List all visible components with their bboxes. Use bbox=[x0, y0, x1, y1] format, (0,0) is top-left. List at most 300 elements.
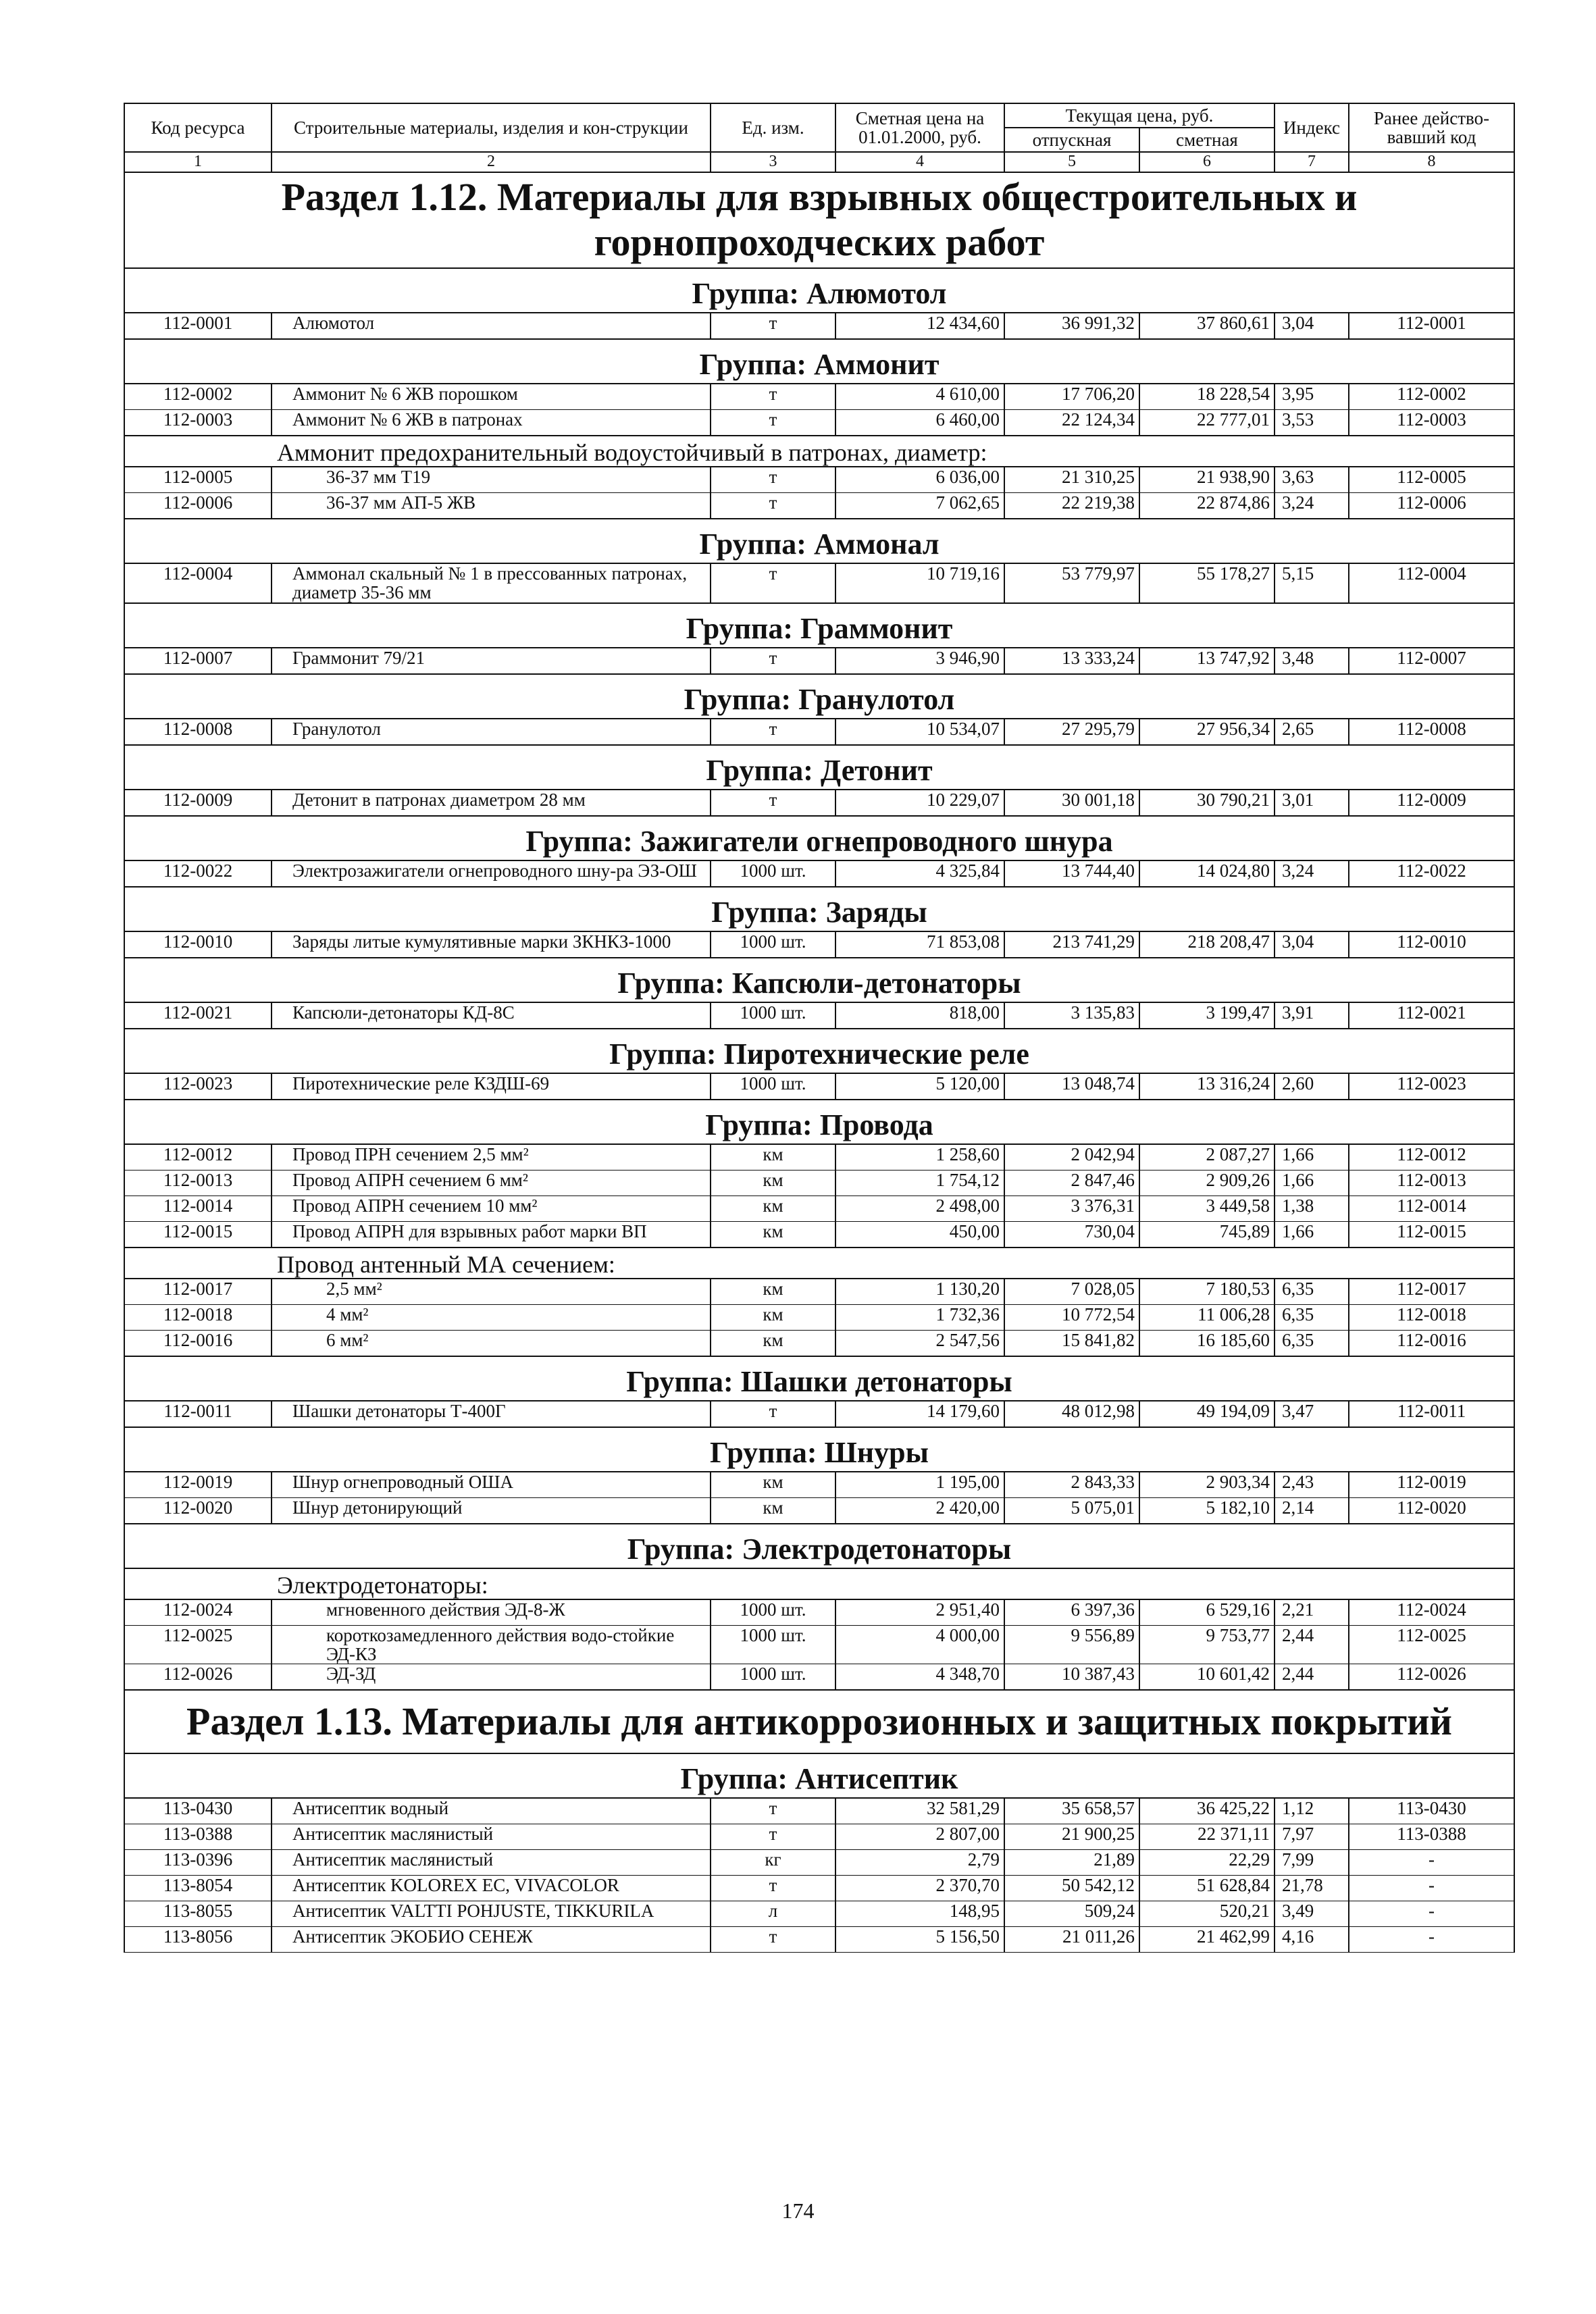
unit: 1000 шт. bbox=[711, 931, 835, 958]
section-row bbox=[124, 1690, 1514, 1753]
table-row bbox=[124, 719, 1514, 745]
estimate-price: 30 790,21 bbox=[1139, 790, 1275, 816]
material-name: Пиротехнические реле КЗДШ-69 bbox=[272, 1073, 711, 1100]
material-name: Антисептик водный bbox=[272, 1798, 711, 1824]
release-price: 50 542,12 bbox=[1004, 1876, 1139, 1901]
price-2000: 1 195,00 bbox=[835, 1472, 1004, 1498]
unit: км bbox=[711, 1330, 835, 1356]
price-2000: 4 000,00 bbox=[835, 1625, 1004, 1664]
table-header bbox=[124, 103, 1514, 172]
release-price: 53 779,97 bbox=[1004, 563, 1139, 603]
resource-code: 112-0026 bbox=[124, 1664, 272, 1691]
price-2000: 1 130,20 bbox=[835, 1279, 1004, 1305]
unit: 1000 шт. bbox=[711, 860, 835, 887]
column-number: 6 bbox=[1139, 152, 1275, 172]
price-index: 3,47 bbox=[1275, 1401, 1349, 1427]
group-row bbox=[124, 603, 1514, 648]
resource-code: 112-0014 bbox=[124, 1195, 272, 1221]
unit: т bbox=[711, 563, 835, 603]
price-index: 7,99 bbox=[1275, 1850, 1349, 1876]
column-number: 7 bbox=[1275, 152, 1349, 172]
price-index: 2,43 bbox=[1275, 1472, 1349, 1498]
unit: т bbox=[711, 384, 835, 410]
table-row bbox=[124, 1144, 1514, 1171]
previous-code: 112-0009 bbox=[1349, 790, 1514, 816]
group-row bbox=[124, 1524, 1514, 1568]
group-title: Группа: Алюмотол bbox=[124, 268, 1514, 313]
group-row bbox=[124, 1356, 1514, 1401]
release-price: 7 028,05 bbox=[1004, 1279, 1139, 1305]
resource-code: 112-0021 bbox=[124, 1002, 272, 1029]
resource-code: 112-0010 bbox=[124, 931, 272, 958]
price-2000: 148,95 bbox=[835, 1901, 1004, 1927]
previous-code: 112-0015 bbox=[1349, 1221, 1514, 1248]
price-index: 6,35 bbox=[1275, 1279, 1349, 1305]
material-name: мгновенного действия ЭД-8-Ж bbox=[272, 1599, 711, 1626]
price-2000: 5 156,50 bbox=[835, 1927, 1004, 1953]
table-row bbox=[124, 493, 1514, 519]
material-name: Капсюли-детонаторы КД-8С bbox=[272, 1002, 711, 1029]
unit: 1000 шт. bbox=[711, 1073, 835, 1100]
previous-code: 112-0002 bbox=[1349, 384, 1514, 410]
release-price: 3 135,83 bbox=[1004, 1002, 1139, 1029]
price-2000: 32 581,29 bbox=[835, 1798, 1004, 1824]
subheading-text: Провод антенный МА сечением: bbox=[124, 1248, 1514, 1279]
table-row bbox=[124, 1330, 1514, 1356]
previous-code: 112-0007 bbox=[1349, 648, 1514, 674]
previous-code: 112-0024 bbox=[1349, 1599, 1514, 1626]
material-name: Антисептик KOLOREX EC, VIVACOLOR bbox=[272, 1876, 711, 1901]
price-index: 6,35 bbox=[1275, 1330, 1349, 1356]
header-current-price: Текущая цена, руб. bbox=[1004, 103, 1275, 128]
unit: т bbox=[711, 493, 835, 519]
estimate-price: 2 087,27 bbox=[1139, 1144, 1275, 1171]
material-name: 6 мм² bbox=[272, 1330, 711, 1356]
group-row bbox=[124, 339, 1514, 384]
material-name: 36-37 мм АП-5 ЖВ bbox=[272, 493, 711, 519]
release-price: 3 376,31 bbox=[1004, 1195, 1139, 1221]
release-price: 2 843,33 bbox=[1004, 1472, 1139, 1498]
resource-code: 113-8056 bbox=[124, 1927, 272, 1953]
estimate-price: 14 024,80 bbox=[1139, 860, 1275, 887]
release-price: 17 706,20 bbox=[1004, 384, 1139, 410]
price-index: 4,16 bbox=[1275, 1927, 1349, 1953]
table-row bbox=[124, 1401, 1514, 1427]
price-index: 3,04 bbox=[1275, 313, 1349, 339]
price-index: 2,44 bbox=[1275, 1664, 1349, 1691]
material-name: Детонит в патронах диаметром 28 мм bbox=[272, 790, 711, 816]
group-row bbox=[124, 745, 1514, 790]
price-index: 1,66 bbox=[1275, 1170, 1349, 1195]
table-row bbox=[124, 1625, 1514, 1664]
header-code: Код ресурса bbox=[124, 103, 272, 152]
price-index: 1,66 bbox=[1275, 1144, 1349, 1171]
group-row bbox=[124, 519, 1514, 563]
price-index: 3,53 bbox=[1275, 410, 1349, 436]
estimate-price: 11 006,28 bbox=[1139, 1304, 1275, 1330]
price-2000: 14 179,60 bbox=[835, 1401, 1004, 1427]
table-row bbox=[124, 1170, 1514, 1195]
previous-code: 112-0026 bbox=[1349, 1664, 1514, 1691]
unit: т bbox=[711, 410, 835, 436]
column-number: 3 bbox=[711, 152, 835, 172]
unit: 1000 шт. bbox=[711, 1625, 835, 1664]
estimate-price: 745,89 bbox=[1139, 1221, 1275, 1248]
unit: т bbox=[711, 467, 835, 493]
table-body bbox=[124, 172, 1514, 1953]
price-2000: 10 229,07 bbox=[835, 790, 1004, 816]
section-title: Раздел 1.13. Материалы для антикоррозионных и защитных покрытий bbox=[124, 1690, 1514, 1753]
release-price: 13 744,40 bbox=[1004, 860, 1139, 887]
release-price: 10 772,54 bbox=[1004, 1304, 1139, 1330]
price-index: 2,21 bbox=[1275, 1599, 1349, 1626]
group-title: Группа: Детонит bbox=[124, 745, 1514, 790]
group-title: Группа: Шашки детонаторы bbox=[124, 1356, 1514, 1401]
price-index: 5,15 bbox=[1275, 563, 1349, 603]
estimate-price: 520,21 bbox=[1139, 1901, 1275, 1927]
unit: т bbox=[711, 1824, 835, 1850]
resource-code: 113-0396 bbox=[124, 1850, 272, 1876]
resource-code: 112-0017 bbox=[124, 1279, 272, 1305]
price-2000: 450,00 bbox=[835, 1221, 1004, 1248]
resource-code: 112-0008 bbox=[124, 719, 272, 745]
estimate-price: 22 777,01 bbox=[1139, 410, 1275, 436]
estimate-price: 9 753,77 bbox=[1139, 1625, 1275, 1664]
estimate-price: 36 425,22 bbox=[1139, 1798, 1275, 1824]
price-2000: 4 348,70 bbox=[835, 1664, 1004, 1691]
previous-code: 112-0017 bbox=[1349, 1279, 1514, 1305]
estimate-price: 2 903,34 bbox=[1139, 1472, 1275, 1498]
table-row bbox=[124, 860, 1514, 887]
table-row bbox=[124, 1599, 1514, 1626]
price-index: 2,14 bbox=[1275, 1497, 1349, 1524]
previous-code: 112-0019 bbox=[1349, 1472, 1514, 1498]
price-index: 3,04 bbox=[1275, 931, 1349, 958]
group-title: Группа: Заряды bbox=[124, 887, 1514, 931]
previous-code: 112-0023 bbox=[1349, 1073, 1514, 1100]
unit: т bbox=[711, 719, 835, 745]
resource-code: 112-0022 bbox=[124, 860, 272, 887]
unit: км bbox=[711, 1170, 835, 1195]
price-index: 3,01 bbox=[1275, 790, 1349, 816]
unit: км bbox=[711, 1144, 835, 1171]
price-table-sheet bbox=[124, 103, 1514, 1953]
previous-code: - bbox=[1349, 1901, 1514, 1927]
material-name: Шнур огнепроводный ОША bbox=[272, 1472, 711, 1498]
price-2000: 1 258,60 bbox=[835, 1144, 1004, 1171]
release-price: 2 042,94 bbox=[1004, 1144, 1139, 1171]
previous-code: - bbox=[1349, 1876, 1514, 1901]
table-row bbox=[124, 467, 1514, 493]
previous-code: 112-0020 bbox=[1349, 1497, 1514, 1524]
estimate-price: 10 601,42 bbox=[1139, 1664, 1275, 1691]
table-row bbox=[124, 1798, 1514, 1824]
estimate-price: 3 449,58 bbox=[1139, 1195, 1275, 1221]
group-title: Группа: Шнуры bbox=[124, 1427, 1514, 1472]
resource-code: 112-0003 bbox=[124, 410, 272, 436]
previous-code: 112-0001 bbox=[1349, 313, 1514, 339]
price-2000: 4 325,84 bbox=[835, 860, 1004, 887]
previous-code: 112-0022 bbox=[1349, 860, 1514, 887]
material-name: Провод ПРН сечением 2,5 мм² bbox=[272, 1144, 711, 1171]
material-name: Гранулотол bbox=[272, 719, 711, 745]
table-row bbox=[124, 313, 1514, 339]
header-previous-code: Ранее действо-вавший код bbox=[1349, 103, 1514, 152]
resource-code: 112-0013 bbox=[124, 1170, 272, 1195]
header-index: Индекс bbox=[1275, 103, 1349, 152]
previous-code: 112-0012 bbox=[1349, 1144, 1514, 1171]
resource-code: 112-0009 bbox=[124, 790, 272, 816]
table-row bbox=[124, 1472, 1514, 1498]
price-2000: 5 120,00 bbox=[835, 1073, 1004, 1100]
table-row bbox=[124, 790, 1514, 816]
release-price: 36 991,32 bbox=[1004, 313, 1139, 339]
previous-code: - bbox=[1349, 1927, 1514, 1953]
subheading-row bbox=[124, 1248, 1514, 1279]
price-2000: 71 853,08 bbox=[835, 931, 1004, 958]
estimate-price: 2 909,26 bbox=[1139, 1170, 1275, 1195]
price-index: 2,60 bbox=[1275, 1073, 1349, 1100]
previous-code: 112-0025 bbox=[1349, 1625, 1514, 1664]
price-index: 3,48 bbox=[1275, 648, 1349, 674]
material-name: Алюмотол bbox=[272, 313, 711, 339]
estimate-price: 21 462,99 bbox=[1139, 1927, 1275, 1953]
release-price: 13 048,74 bbox=[1004, 1073, 1139, 1100]
material-name: Антисептик VALTTI POHJUSTE, TIKKURILA bbox=[272, 1901, 711, 1927]
price-2000: 2 951,40 bbox=[835, 1599, 1004, 1626]
table-row bbox=[124, 931, 1514, 958]
material-name: Антисептик маслянистый bbox=[272, 1850, 711, 1876]
column-number: 8 bbox=[1349, 152, 1514, 172]
group-title: Группа: Антисептик bbox=[124, 1753, 1514, 1798]
price-2000: 6 036,00 bbox=[835, 467, 1004, 493]
price-index: 21,78 bbox=[1275, 1876, 1349, 1901]
table-row bbox=[124, 1850, 1514, 1876]
material-name: Аммонал скальный № 1 в прессованных патронах, диаметр 35-36 мм bbox=[272, 563, 711, 603]
unit: т bbox=[711, 313, 835, 339]
unit: 1000 шт. bbox=[711, 1002, 835, 1029]
resource-code: 112-0019 bbox=[124, 1472, 272, 1498]
price-2000: 10 534,07 bbox=[835, 719, 1004, 745]
estimate-price: 13 747,92 bbox=[1139, 648, 1275, 674]
price-index: 2,44 bbox=[1275, 1625, 1349, 1664]
unit: л bbox=[711, 1901, 835, 1927]
previous-code: 112-0004 bbox=[1349, 563, 1514, 603]
resource-code: 112-0018 bbox=[124, 1304, 272, 1330]
estimate-price: 21 938,90 bbox=[1139, 467, 1275, 493]
group-title: Группа: Капсюли-детонаторы bbox=[124, 958, 1514, 1002]
previous-code: 112-0021 bbox=[1349, 1002, 1514, 1029]
unit: т bbox=[711, 790, 835, 816]
column-number-row bbox=[124, 152, 1514, 172]
price-index: 1,38 bbox=[1275, 1195, 1349, 1221]
table-row bbox=[124, 1002, 1514, 1029]
estimate-price: 22 371,11 bbox=[1139, 1824, 1275, 1850]
group-row bbox=[124, 268, 1514, 313]
table-row bbox=[124, 1279, 1514, 1305]
price-index: 3,91 bbox=[1275, 1002, 1349, 1029]
material-name: Провод АПРН сечением 6 мм² bbox=[272, 1170, 711, 1195]
price-2000: 7 062,65 bbox=[835, 493, 1004, 519]
material-name: Заряды литые кумулятивные марки ЗКНКЗ-1000 bbox=[272, 931, 711, 958]
header-name: Строительные материалы, изделия и кон-струкции bbox=[272, 103, 711, 152]
estimate-price: 6 529,16 bbox=[1139, 1599, 1275, 1626]
resource-code: 113-8054 bbox=[124, 1876, 272, 1901]
estimate-price: 51 628,84 bbox=[1139, 1876, 1275, 1901]
price-2000: 10 719,16 bbox=[835, 563, 1004, 603]
price-index: 1,66 bbox=[1275, 1221, 1349, 1248]
price-table bbox=[124, 103, 1515, 1953]
estimate-price: 18 228,54 bbox=[1139, 384, 1275, 410]
previous-code: 112-0005 bbox=[1349, 467, 1514, 493]
price-index: 3,63 bbox=[1275, 467, 1349, 493]
estimate-price: 27 956,34 bbox=[1139, 719, 1275, 745]
release-price: 48 012,98 bbox=[1004, 1401, 1139, 1427]
previous-code: 113-0388 bbox=[1349, 1824, 1514, 1850]
price-index: 2,65 bbox=[1275, 719, 1349, 745]
material-name: Шашки детонаторы Т-400Г bbox=[272, 1401, 711, 1427]
price-2000: 1 754,12 bbox=[835, 1170, 1004, 1195]
previous-code: 112-0006 bbox=[1349, 493, 1514, 519]
unit: км bbox=[711, 1195, 835, 1221]
group-row bbox=[124, 1029, 1514, 1073]
price-2000: 3 946,90 bbox=[835, 648, 1004, 674]
material-name: 36-37 мм Т19 bbox=[272, 467, 711, 493]
resource-code: 112-0004 bbox=[124, 563, 272, 603]
table-row bbox=[124, 1927, 1514, 1953]
unit: км bbox=[711, 1472, 835, 1498]
resource-code: 112-0012 bbox=[124, 1144, 272, 1171]
price-2000: 4 610,00 bbox=[835, 384, 1004, 410]
price-index: 1,12 bbox=[1275, 1798, 1349, 1824]
estimate-price: 218 208,47 bbox=[1139, 931, 1275, 958]
estimate-price: 49 194,09 bbox=[1139, 1401, 1275, 1427]
group-row bbox=[124, 1753, 1514, 1798]
price-index: 6,35 bbox=[1275, 1304, 1349, 1330]
group-row bbox=[124, 674, 1514, 719]
estimate-price: 22 874,86 bbox=[1139, 493, 1275, 519]
estimate-price: 37 860,61 bbox=[1139, 313, 1275, 339]
group-title: Группа: Провода bbox=[124, 1100, 1514, 1144]
group-row bbox=[124, 816, 1514, 860]
unit: т bbox=[711, 1401, 835, 1427]
unit: км bbox=[711, 1279, 835, 1305]
resource-code: 113-8055 bbox=[124, 1901, 272, 1927]
release-price: 35 658,57 bbox=[1004, 1798, 1139, 1824]
unit: т bbox=[711, 648, 835, 674]
unit: т bbox=[711, 1927, 835, 1953]
price-2000: 2 420,00 bbox=[835, 1497, 1004, 1524]
previous-code: 112-0016 bbox=[1349, 1330, 1514, 1356]
resource-code: 112-0006 bbox=[124, 493, 272, 519]
release-price: 6 397,36 bbox=[1004, 1599, 1139, 1626]
previous-code: 112-0008 bbox=[1349, 719, 1514, 745]
table-row bbox=[124, 648, 1514, 674]
header-estimate-price: сметная bbox=[1139, 128, 1275, 152]
material-name: Аммонит № 6 ЖВ порошком bbox=[272, 384, 711, 410]
unit: 1000 шт. bbox=[711, 1599, 835, 1626]
material-name: Граммонит 79/21 bbox=[272, 648, 711, 674]
material-name: 2,5 мм² bbox=[272, 1279, 711, 1305]
group-title: Группа: Зажигатели огнепроводного шнура bbox=[124, 816, 1514, 860]
price-index: 3,24 bbox=[1275, 493, 1349, 519]
previous-code: 112-0010 bbox=[1349, 931, 1514, 958]
price-2000: 6 460,00 bbox=[835, 410, 1004, 436]
estimate-price: 13 316,24 bbox=[1139, 1073, 1275, 1100]
estimate-price: 55 178,27 bbox=[1139, 563, 1275, 603]
table-row bbox=[124, 1304, 1514, 1330]
unit: км bbox=[711, 1497, 835, 1524]
group-row bbox=[124, 1427, 1514, 1472]
price-index: 7,97 bbox=[1275, 1824, 1349, 1850]
table-row bbox=[124, 1664, 1514, 1691]
release-price: 730,04 bbox=[1004, 1221, 1139, 1248]
header-unit: Ед. изм. bbox=[711, 103, 835, 152]
release-price: 509,24 bbox=[1004, 1901, 1139, 1927]
unit: км bbox=[711, 1221, 835, 1248]
release-price: 21 011,26 bbox=[1004, 1927, 1139, 1953]
release-price: 213 741,29 bbox=[1004, 931, 1139, 958]
price-2000: 2 498,00 bbox=[835, 1195, 1004, 1221]
material-name: Провод АПРН для взрывных работ марки ВП bbox=[272, 1221, 711, 1248]
material-name: Антисептик ЭКОБИО СЕНЕЖ bbox=[272, 1927, 711, 1953]
header-release-price: отпускная bbox=[1004, 128, 1139, 152]
resource-code: 112-0025 bbox=[124, 1625, 272, 1664]
release-price: 5 075,01 bbox=[1004, 1497, 1139, 1524]
column-number: 2 bbox=[272, 152, 711, 172]
resource-code: 112-0002 bbox=[124, 384, 272, 410]
column-number: 5 bbox=[1004, 152, 1139, 172]
resource-code: 113-0430 bbox=[124, 1798, 272, 1824]
resource-code: 112-0015 bbox=[124, 1221, 272, 1248]
release-price: 21 900,25 bbox=[1004, 1824, 1139, 1850]
estimate-price: 16 185,60 bbox=[1139, 1330, 1275, 1356]
table-row bbox=[124, 1195, 1514, 1221]
previous-code: 113-0430 bbox=[1349, 1798, 1514, 1824]
group-row bbox=[124, 887, 1514, 931]
price-2000: 2 370,70 bbox=[835, 1876, 1004, 1901]
estimate-price: 7 180,53 bbox=[1139, 1279, 1275, 1305]
section-row bbox=[124, 172, 1514, 268]
subheading-text: Электродетонаторы: bbox=[124, 1568, 1514, 1599]
estimate-price: 22,29 bbox=[1139, 1850, 1275, 1876]
price-2000: 2 547,56 bbox=[835, 1330, 1004, 1356]
price-index: 3,95 bbox=[1275, 384, 1349, 410]
previous-code: - bbox=[1349, 1850, 1514, 1876]
material-name: 4 мм² bbox=[272, 1304, 711, 1330]
price-2000: 2,79 bbox=[835, 1850, 1004, 1876]
estimate-price: 3 199,47 bbox=[1139, 1002, 1275, 1029]
unit: км bbox=[711, 1304, 835, 1330]
resource-code: 113-0388 bbox=[124, 1824, 272, 1850]
subheading-text: Аммонит предохранительный водоустойчивый в патронах, диаметр: bbox=[124, 436, 1514, 467]
price-index: 3,49 bbox=[1275, 1901, 1349, 1927]
table-row bbox=[124, 1901, 1514, 1927]
estimate-price: 5 182,10 bbox=[1139, 1497, 1275, 1524]
release-price: 13 333,24 bbox=[1004, 648, 1139, 674]
group-row bbox=[124, 958, 1514, 1002]
release-price: 22 219,38 bbox=[1004, 493, 1139, 519]
subheading-row bbox=[124, 436, 1514, 467]
unit: 1000 шт. bbox=[711, 1664, 835, 1691]
group-title: Группа: Гранулотол bbox=[124, 674, 1514, 719]
release-price: 10 387,43 bbox=[1004, 1664, 1139, 1691]
resource-code: 112-0023 bbox=[124, 1073, 272, 1100]
price-2000: 818,00 bbox=[835, 1002, 1004, 1029]
table-row bbox=[124, 1497, 1514, 1524]
resource-code: 112-0005 bbox=[124, 467, 272, 493]
header-price-2000: Сметная цена на 01.01.2000, руб. bbox=[835, 103, 1004, 152]
